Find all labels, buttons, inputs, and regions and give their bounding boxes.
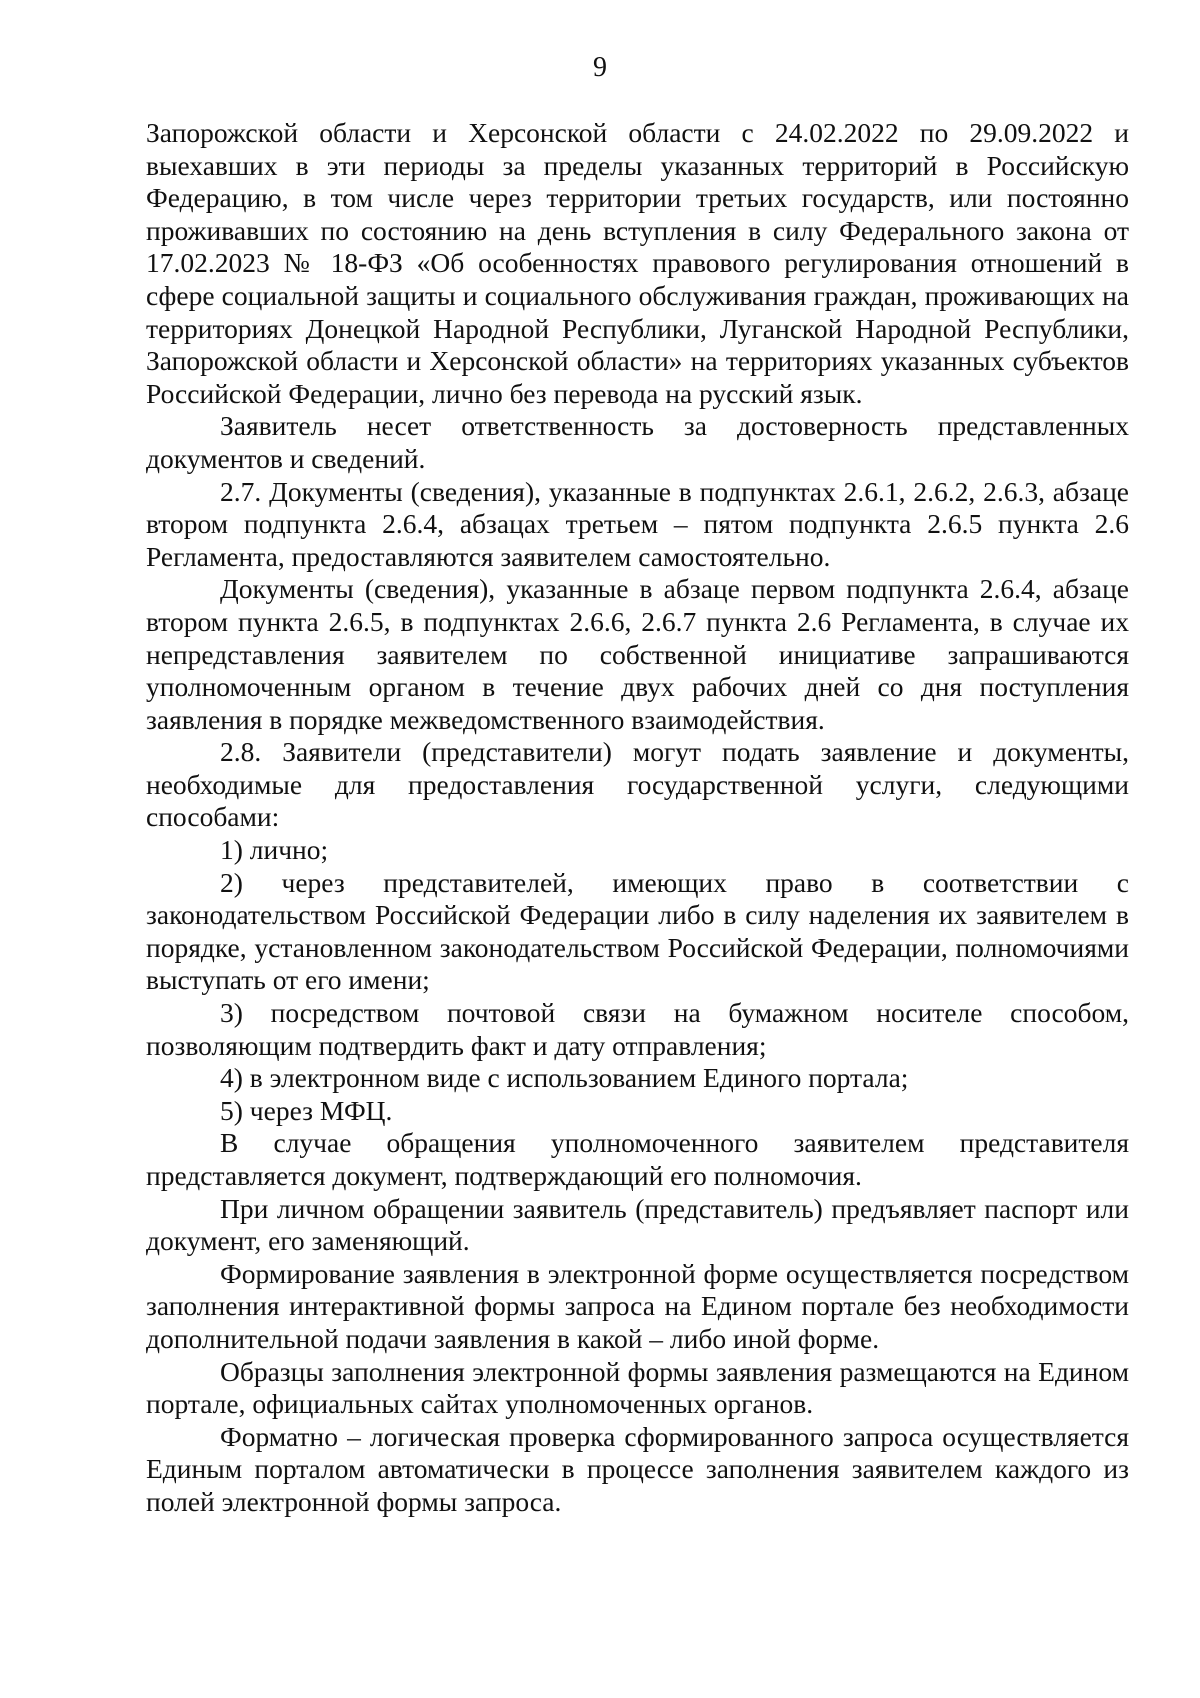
document-body (146, 117, 1129, 1519)
list-item: 5) через МФЦ. (220, 1094, 393, 1126)
paragraph: 2.7. Документы (сведения), указанные в подпунктах 2.6.1, 2.6.2, 2.6.3, абзаце втором подпункта 2.6.4, абзацах третьем – пятом подпункта 2.6.5 пункта 2.6 Регламента, предоставляются заявителем самостоятельно. (146, 475, 1129, 572)
page-number: 9 (593, 52, 607, 83)
paragraph: 2.8. Заявители (представители) могут подать заявление и документы, необходимые для предоставления государственной услуги, следующими способами: (146, 736, 1129, 833)
paragraph: Документы (сведения), указанные в абзаце первом подпункта 2.6.4, абзаце втором пункта 2.6.5, в подпунктах 2.6.6, 2.6.7 пункта 2.6 Регламента, в случае их непредставления заявителем по собственной инициативе запрашиваются уполномоченным органом в течение двух рабочих дней со дня поступления заявления в порядке межведомственного взаимодействия. (146, 573, 1129, 735)
list-item: 1) лично; (220, 834, 329, 866)
paragraph: Образцы заполнения электронной формы заявления размещаются на Едином портале, официальных сайтах уполномоченных органов. (146, 1355, 1129, 1420)
paragraph: Запорожской области и Херсонской области с 24.02.2022 по 29.09.2022 и выехавших в эти периоды за пределы указанных территорий в Российскую Федерацию, в том числе через территории третьих государств, или постоянно проживавших по состоянию на день вступления в силу Федерального закона от 17.02.2023 № 18-ФЗ «Об особенностях правового регулирования отношений в сфере социальной защиты и социального обслуживания граждан, проживающих на территориях Донецкой Народной Республики, Луганской Народной Республики, Запорожской области и Херсонской области» на территориях указанных субъектов Российской Федерации, лично без перевода на русский язык. (146, 117, 1129, 409)
paragraph: Форматно – логическая проверка сформированного запроса осуществляется Единым порталом автоматически в процессе заполнения заявителем каждого из полей электронной формы запроса. (146, 1420, 1129, 1517)
paragraph: Заявитель несет ответственность за достоверность представленных документов и сведений. (146, 410, 1129, 474)
list-item: 4) в электронном виде с использованием Единого портала; (220, 1062, 909, 1094)
list-item: 3) посредством почтовой связи на бумажном носителе способом, позволяющим подтвердить факт и дату отправления; (146, 997, 1129, 1061)
paragraph: Формирование заявления в электронной форме осуществляется посредством заполнения интерактивной формы запроса на Едином портале без необходимости дополнительной подачи заявления в какой – либо иной форме. (146, 1257, 1129, 1354)
paragraph: В случае обращения уполномоченного заявителем представителя представляется документ, подтверждающий его полномочия. (146, 1127, 1129, 1191)
paragraph: При личном обращении заявитель (представитель) предъявляет паспорт или документ, его заменяющий. (146, 1192, 1129, 1257)
list-item: 2) через представителей, имеющих право в соответствии с законодательством Российской Федерации либо в силу наделения их заявителем в порядке, установленном законодательством Российской Федерации, полномочиями выступать от его имени; (146, 866, 1129, 996)
